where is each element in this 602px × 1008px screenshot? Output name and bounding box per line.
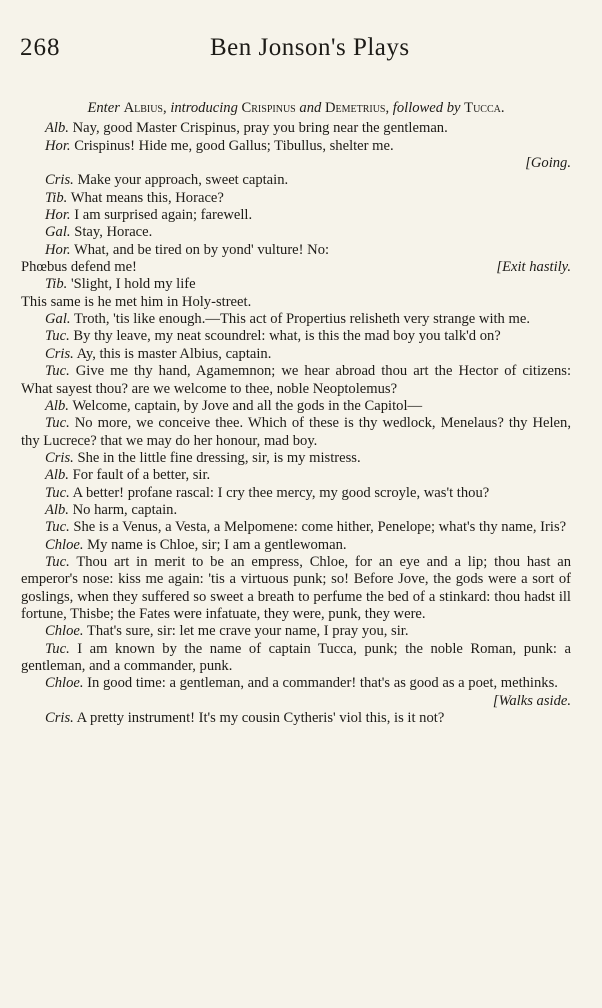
speech-line xyxy=(21,224,571,241)
speech-text: No harm, captain. xyxy=(72,501,178,518)
speech-text: Give me thy hand, Agamemnon; we hear abroad thou art the Hector of citizens: What sayest thou? are we welcome to thee, noble Neoptolemus? xyxy=(21,363,571,397)
speaker: Alb. xyxy=(45,397,69,414)
character-name: Crispinus xyxy=(241,100,296,116)
speech-line xyxy=(21,207,571,224)
speech-text: By thy leave, my neat scoundrel: what, is this the mad boy you talk'd on? xyxy=(73,328,501,345)
character-name: Demetrius, xyxy=(324,100,390,116)
speech-text: A pretty instrument! It's my cousin Cytheris' viol this, is it not? xyxy=(76,710,445,727)
speech-text: Thou art in merit to be an empress, Chloe, for an eye and a lip; thou hast an emperor's nose: kiss me again: 'tis a virtuous punk; so! Before Jove, the gods were a sort of goslings, when they suffered so sweet a breath to perfume the bed of a stinkard: thou hadst ill fortune, Thisbe; the Fates were infatuate, they were, punk, they were. xyxy=(21,553,571,622)
speaker: Tuc. xyxy=(45,484,70,501)
speech-text: I am surprised again; farewell. xyxy=(74,207,253,224)
stage-direction: [Walks aside. xyxy=(492,692,571,709)
speaker: Chloe. xyxy=(45,536,84,553)
play-text xyxy=(21,100,571,727)
speech-line xyxy=(21,519,571,536)
page-number: 268 xyxy=(20,34,61,61)
speaker: Alb. xyxy=(45,120,69,137)
speech-text: Phœbus defend me! xyxy=(21,259,137,276)
speech-line xyxy=(21,502,571,519)
stage-direction-enter xyxy=(21,100,571,117)
speech-line xyxy=(21,311,571,328)
speaker: Hor. xyxy=(45,137,71,154)
speech-text: Nay, good Master Crispinus, pray you bring near the gentleman. xyxy=(72,120,448,137)
speech-line xyxy=(21,623,571,640)
speech-text: Ay, this is master Albius, captain. xyxy=(76,345,272,362)
speech-line xyxy=(21,190,571,207)
speaker: Hor. xyxy=(45,207,71,224)
stage-direction: [Exit hastily. xyxy=(496,259,571,276)
speech-text: This same is he met him in Holy-street. xyxy=(21,293,252,310)
speaker: Gal. xyxy=(45,311,71,328)
speaker: Tuc. xyxy=(45,415,70,432)
speech-line xyxy=(21,276,571,293)
stage-direction: [Going. xyxy=(525,155,571,172)
speech-line xyxy=(21,485,571,502)
speech-line xyxy=(21,415,571,450)
speaker: Chloe. xyxy=(45,623,84,640)
speaker: Tib. xyxy=(45,276,68,293)
character-name: Albius, xyxy=(123,100,167,116)
speaker: Alb. xyxy=(45,501,69,518)
speech-text: That's sure, sir: let me crave your name, I pray you, sir. xyxy=(86,623,409,640)
speech-line xyxy=(21,172,571,189)
speech-line xyxy=(21,537,571,554)
speaker: Cris. xyxy=(45,172,74,189)
page-header xyxy=(20,34,572,68)
stage-word: followed by xyxy=(392,100,461,116)
speech-text: What means this, Horace? xyxy=(70,189,224,206)
verse-line xyxy=(21,259,571,276)
speech-line xyxy=(21,710,571,727)
speech-text: I am known by the name of captain Tucca, punk; the noble Roman, punk: a gentleman, and a commander, punk. xyxy=(21,640,571,674)
speech-line xyxy=(21,363,571,398)
speaker: Tuc. xyxy=(45,519,70,536)
speech-text: A better! profane rascal: I cry thee mercy, my good scroyle, was't thou? xyxy=(72,484,490,501)
speaker: Gal. xyxy=(45,224,71,241)
speech-text: Troth, 'tis like enough.—This act of Propertius relisheth very strange with me. xyxy=(73,311,530,328)
stage-word: introducing xyxy=(170,100,238,116)
speech-text: Welcome, captain, by Jove and all the gods in the Capitol— xyxy=(72,397,423,414)
speech-line xyxy=(21,554,571,623)
speech-line xyxy=(21,242,571,259)
speech-line xyxy=(21,346,571,363)
running-head: Ben Jonson's Plays xyxy=(210,34,410,61)
speaker: Cris. xyxy=(45,345,74,362)
speech-line xyxy=(21,467,571,484)
speech-line xyxy=(21,138,571,155)
speech-text: For fault of a better, sir. xyxy=(72,467,211,484)
speaker: Tib. xyxy=(45,189,68,206)
speaker: Tuc. xyxy=(45,363,70,380)
speech-line xyxy=(21,675,571,710)
speaker: Tuc. xyxy=(45,553,70,570)
speech-text: Stay, Horace. xyxy=(74,224,153,241)
speaker: Tuc. xyxy=(45,640,70,657)
speaker: Chloe. xyxy=(45,675,84,692)
speech-text: Crispinus! Hide me, good Gallus; Tibullus, shelter me. xyxy=(74,137,394,154)
speaker: Cris. xyxy=(45,449,74,466)
speech-text: 'Slight, I hold my life xyxy=(70,276,196,293)
speaker: Hor. xyxy=(45,241,71,258)
speech-text: She in the little fine dressing, sir, is my mistress. xyxy=(77,449,361,466)
speech-text: In good time: a gentleman, and a commander! that's as good as a poet, methinks. xyxy=(87,675,558,692)
verse-line xyxy=(21,294,571,311)
speech-text: No more, we conceive thee. Which of these is thy wedlock, Menelaus? thy Helen, thy Lucrece? that we may do her honour, mad boy. xyxy=(21,415,571,449)
stage-word: and xyxy=(299,100,322,116)
speech-line xyxy=(21,641,571,676)
speaker: Cris. xyxy=(45,710,74,727)
speech-text: She is a Venus, a Vesta, a Melpomene: come hither, Penelope; what's thy name, Iris? xyxy=(73,519,567,536)
speech-line xyxy=(21,398,571,415)
speech-text: What, and be tired on by yond' vulture! No: xyxy=(73,241,330,258)
speaker: Alb. xyxy=(45,467,69,484)
speech-line xyxy=(21,120,571,137)
speech-text: Make your approach, sweet captain. xyxy=(77,172,289,189)
speech-line xyxy=(21,328,571,345)
stage-word: Enter xyxy=(87,100,120,116)
speech-line xyxy=(21,450,571,467)
speaker: Tuc. xyxy=(45,328,70,345)
character-name: Tucca. xyxy=(464,100,505,116)
speech-text: My name is Chloe, sir; I am a gentlewoman. xyxy=(87,536,347,553)
